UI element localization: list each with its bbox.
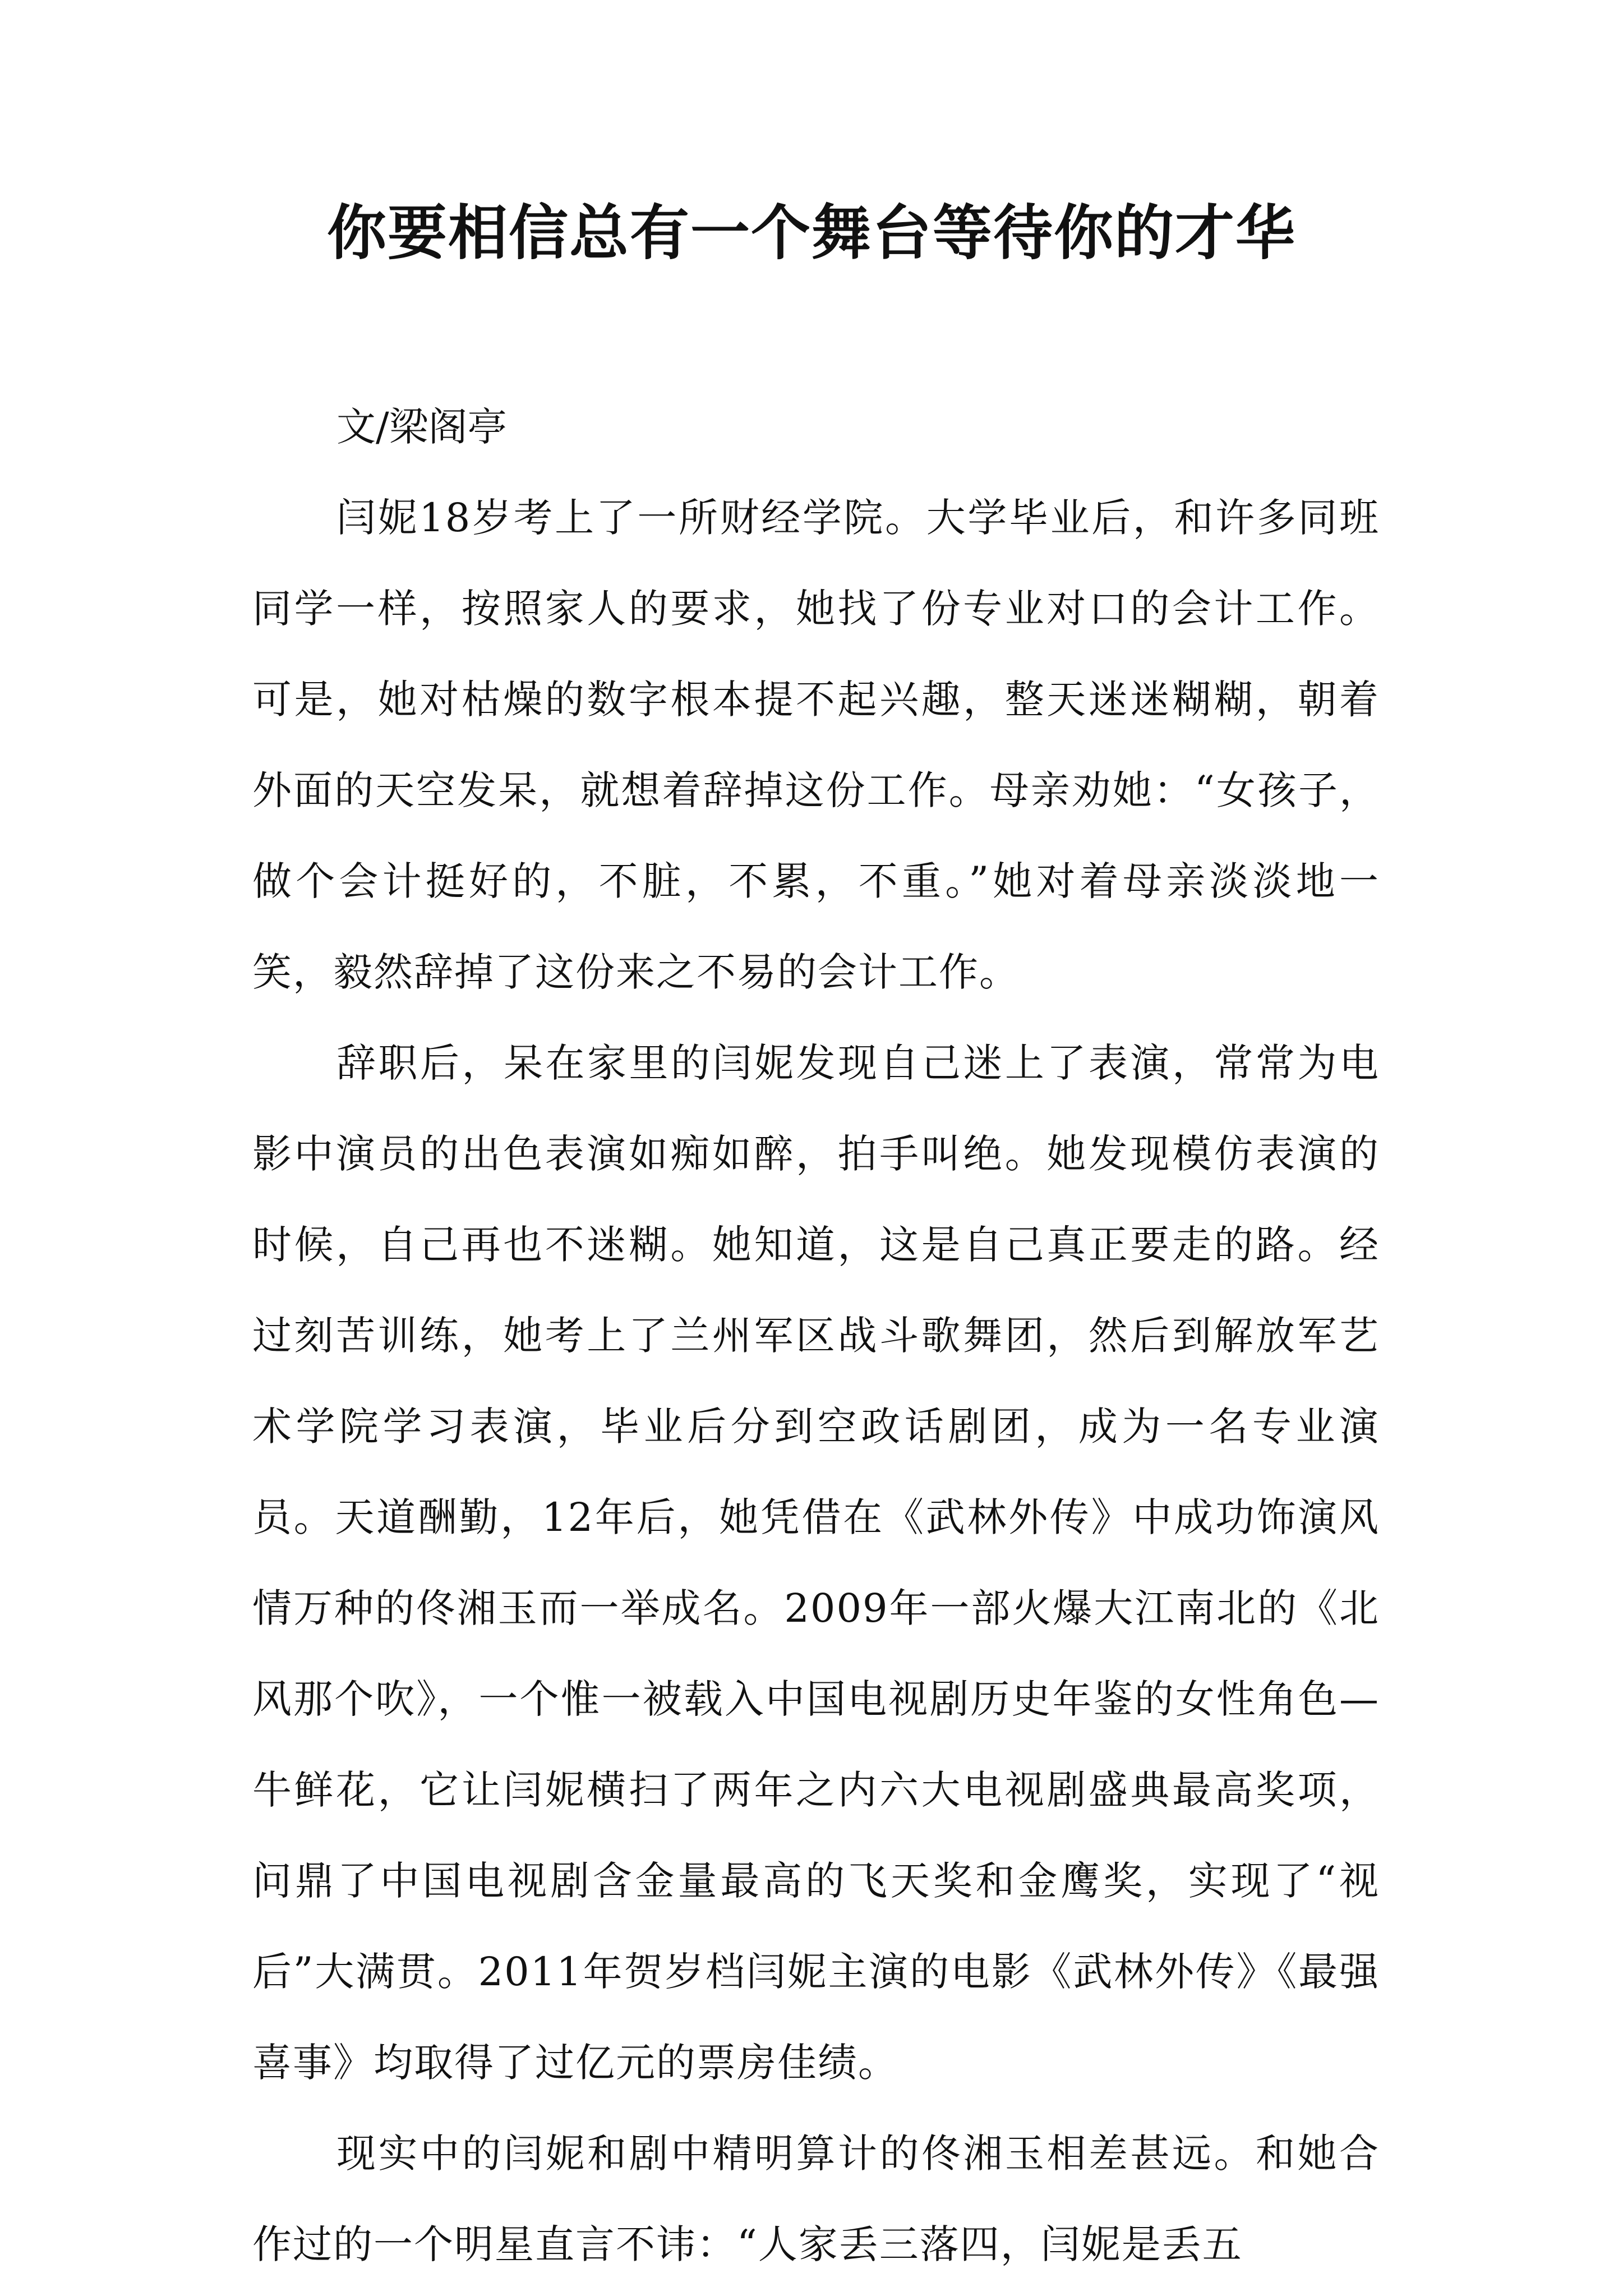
article-body xyxy=(252,381,1380,2290)
article-title: 你要相信总有一个舞台等待你的才华 xyxy=(327,197,1296,268)
author-byline: 文/梁阁亭 xyxy=(336,404,507,450)
paragraph-1: 闫妮18岁考上了一所财经学院。大学毕业后，和许多同班同学一样，按照家人的要求，她找了份专业对口的会计工作。可是，她对枯燥的数字根本提不起兴趣，整天迷迷糊糊，朝着外面的天空发呆，就想着辞掉这份工作。母亲劝她：“女孩子，做个会计挺好的，不脏，不累，不重。”她对着母亲淡淡地一笑，毅然辞掉了这份来之不易的会计工作。 xyxy=(252,495,1380,995)
paragraph-2: 辞职后，呆在家里的闫妮发现自己迷上了表演，常常为电影中演员的出色表演如痴如醉，拍手叫绝。她发现模仿表演的时候，自己再也不迷糊。她知道，这是自己真正要走的路。经过刻苦训练，她考上了兰州军区战斗歌舞团，然后到解放军艺术学院学习表演，毕业后分到空政话剧团，成为一名专业演员。天道酬勤，12年后，她凭借在《武林外传》中成功饰演风情万种的佟湘玉而一举成名。2009年一部火爆大江南北的《北风那个吹》，一个惟一被载入中国电视剧历史年鉴的女性角色—牛鲜花，它让闫妮横扫了两年之内六大电视剧盛典最高奖项，问鼎了中国电视剧含金量最高的飞天奖和金鹰奖，实现了“视后”大满贯。2011年贺岁档闫妮主演的电影《武林外传》《最强喜事》均取得了过亿元的票房佳绩。 xyxy=(252,1040,1380,2086)
paragraph-3: 现实中的闫妮和剧中精明算计的佟湘玉相差甚远。和她合作过的一个明星直言不讳：“人家丢三落四，闫妮是丢五 xyxy=(252,2131,1380,2267)
